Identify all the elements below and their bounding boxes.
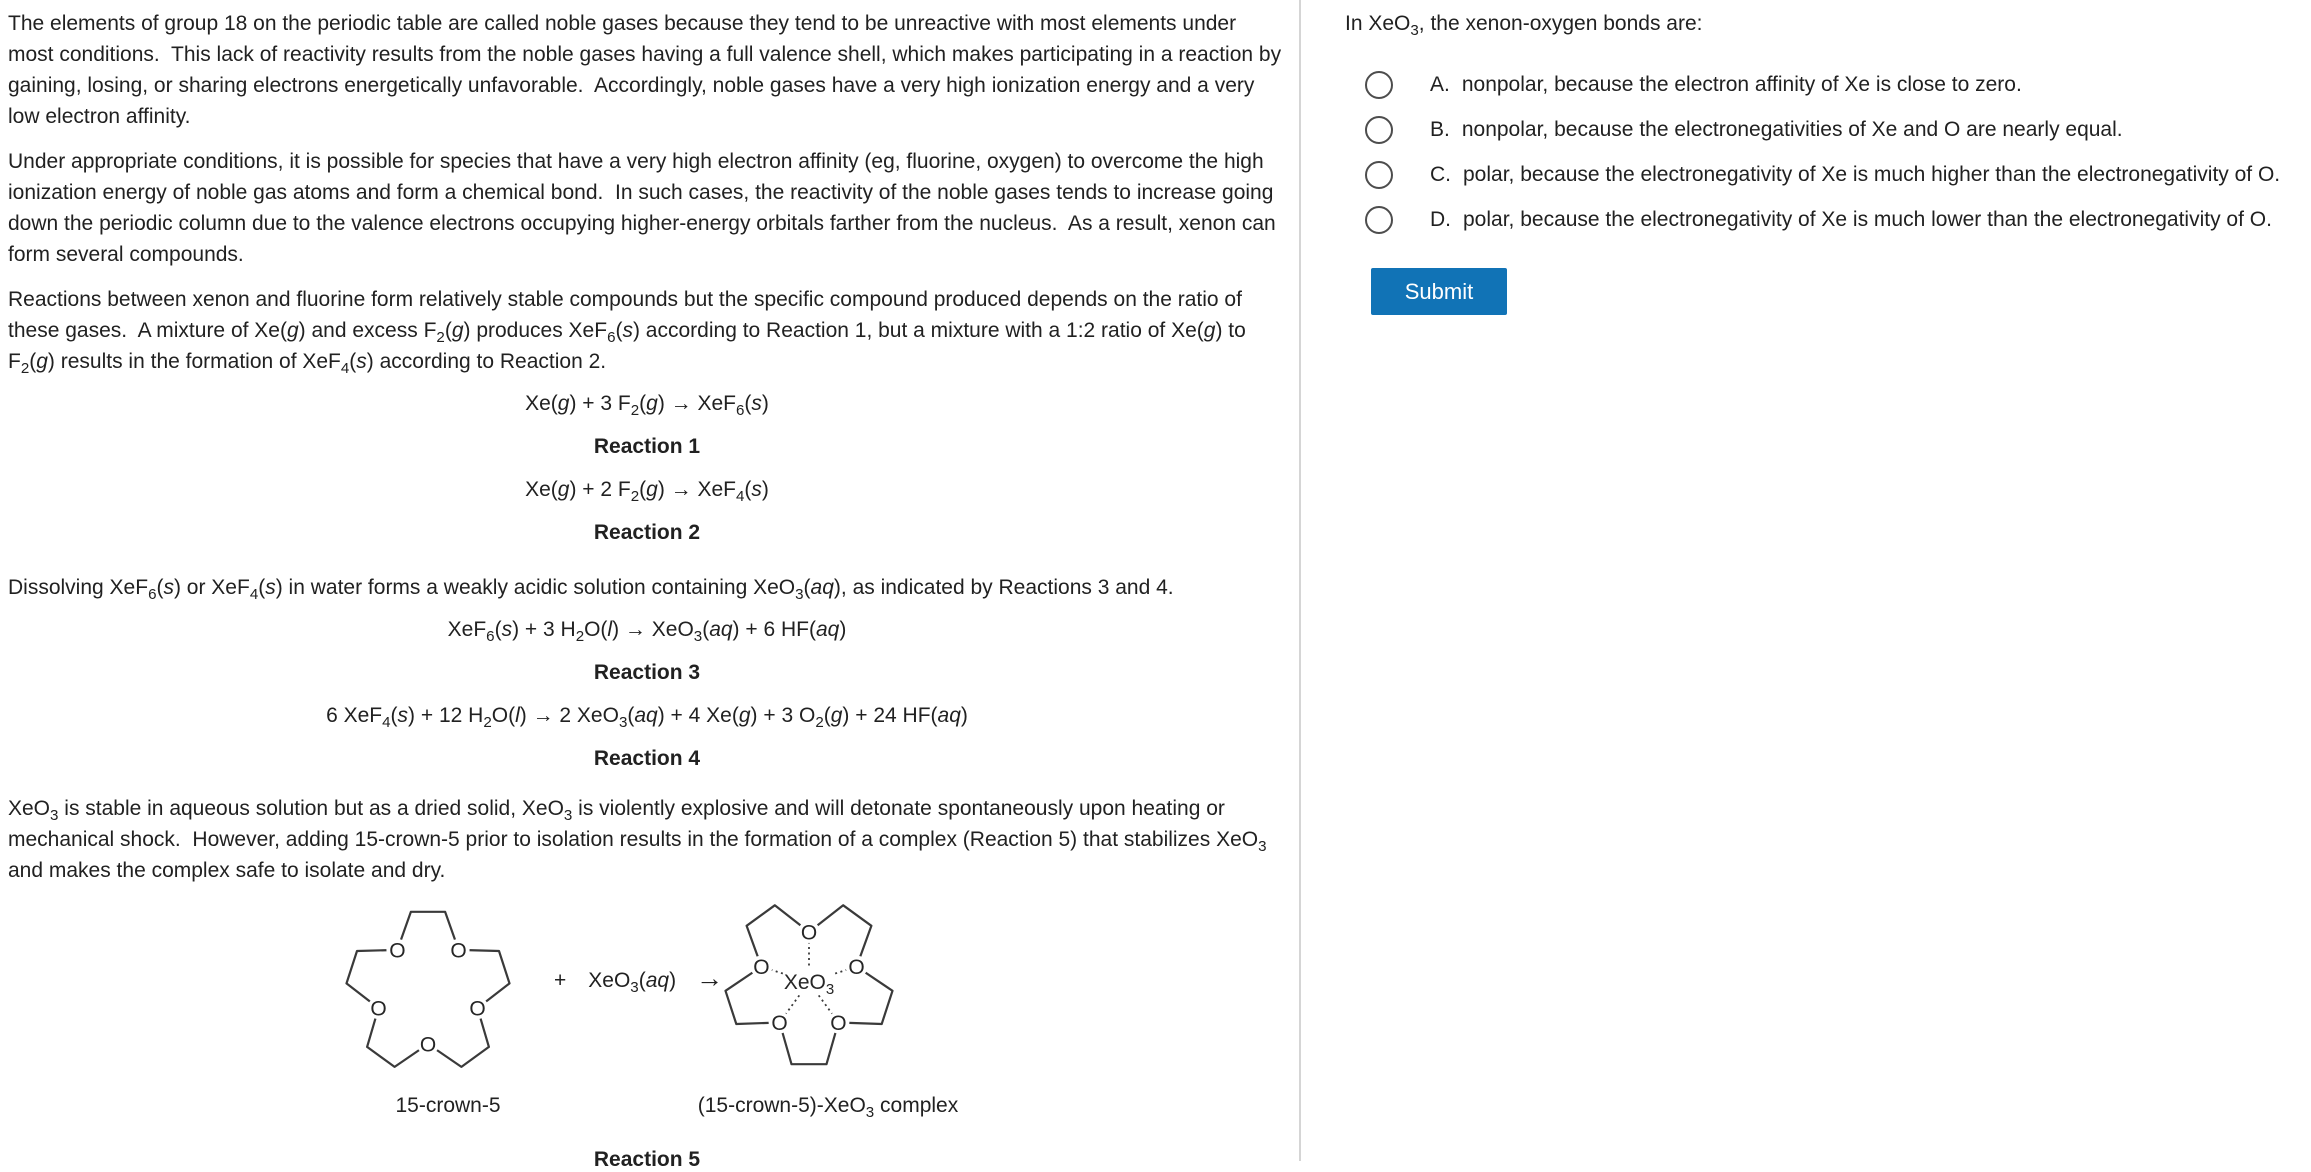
- reaction-5-figure: [8, 900, 1286, 1125]
- oxygen-atom-label: O: [469, 997, 486, 1021]
- answer-options: [1365, 62, 2280, 242]
- option-b-radio[interactable]: [1365, 116, 1393, 144]
- option-a-letter: A.: [1430, 72, 1450, 96]
- reaction-arrow-icon: →: [696, 963, 724, 993]
- passage-paragraph-1: The elements of group 18 on the periodic table are called noble gases because they tend to be unreactive with most elements under most conditions. This lack of reactivity results from the noble gases having a full valence shell, which makes participating in a reaction by gaining, losing, or sharing electrons energetically unfavorable. Accordingly, noble gases have a very high ionization energy and a very low electron affinity.: [8, 12, 1287, 128]
- option-c-row[interactable]: [1365, 152, 2280, 197]
- reactions-1-2-block: [8, 391, 1286, 545]
- reaction-2-label: Reaction 2: [593, 521, 701, 544]
- reaction-5-label: Reaction 5: [593, 1148, 701, 1171]
- option-a-text: nonpolar, because the electron affinity of Xe is close to zero.: [1461, 72, 2022, 96]
- reaction-3-equation: XeF$_6$(s) + 3 $H_2O(l) \to XeO_3(aq) + 6$ HF(aq): [447, 618, 847, 646]
- reaction-4-equation: 6 XeF$_4$(s) + 12 $H_2O(l) \to 2$ XeO$_3$(aq) + 4 Xe(g) + 3 $O_2(g) + 24$ HF(aq): [326, 704, 968, 732]
- oxygen-atom-label: O: [848, 956, 865, 980]
- passage-paragraph-4: Dissolving XeF$_6$(s) or XeF$_4$(s) in water forms a weakly acidic solution containing XeO$_3$(aq), as indicated by Reactions 3 and 4.: [8, 576, 1174, 604]
- passage-paragraph-3: Reactions between xenon and fluorine form relatively stable compounds but the specific compound produced depends on the ratio of these gases. A mixture of Xe(g) and excess $F_2(g)$ produces XeF$_6$(s) according to Reaction 1, but a mixture with a 1:2 ratio of Xe(g) to $F_2(g)$ results in the formation of XeF$_4$(s) according to Reaction 2.: [8, 288, 1252, 378]
- reaction-1-equation: Xe(g) + 3 $F_2(g) \to XeF_6(s)$: [525, 392, 769, 420]
- oxygen-atom-label: O: [370, 997, 387, 1021]
- reaction-4-label: Reaction 4: [593, 747, 701, 770]
- crown-xeo3-complex-structure: [720, 900, 898, 1070]
- passage-paragraph-5: XeO$_3$ is stable in aqueous solution but as a dried solid, XeO$_3$ is violently explosive and will detonate spontaneously upon heating or mechanical shock. However, adding 15-crown-5 prior to isolation results in the formation of a complex (Reaction 5) that stabilizes XeO$_3$ and makes the complex safe to isolate and dry.: [8, 797, 1273, 882]
- option-b-text: nonpolar, because the electronegativities of Xe and O are nearly equal.: [1461, 117, 2123, 141]
- oxygen-atom-label: O: [419, 1033, 437, 1057]
- reaction-2-equation: Xe(g) + 2 $F_2(g) \to XeF_4(s)$: [525, 478, 769, 506]
- option-d-letter: D.: [1430, 207, 1451, 231]
- reaction-3-label: Reaction 3: [593, 661, 701, 684]
- option-d-radio[interactable]: [1365, 206, 1393, 234]
- complex-caption: (15-crown-5)-XeO$_3$ complex: [697, 1094, 959, 1122]
- figure-reactants: [554, 963, 724, 997]
- option-d-text: polar, because the electronegativity of Xe is much lower than the electronegativity of O.: [1463, 207, 2272, 231]
- reactions-3-4-block: [8, 617, 1286, 771]
- xeo3-formula: XeO$_3$(aq): [588, 969, 677, 997]
- oxygen-atom-label: O: [450, 939, 467, 963]
- option-a-row[interactable]: [1365, 62, 2280, 107]
- option-b-row[interactable]: [1365, 107, 2280, 152]
- option-a-radio[interactable]: [1365, 71, 1393, 99]
- plus-sign: +: [554, 969, 567, 992]
- oxygen-atom-label: O: [830, 1012, 847, 1035]
- crown-ether-caption: 15-crown-5: [395, 1094, 501, 1117]
- option-b-letter: B.: [1430, 117, 1450, 141]
- xeo3-center-label: XeO$_3$: [783, 971, 835, 998]
- oxygen-atom-label: O: [771, 1012, 788, 1035]
- passage-paragraph-2: Under appropriate conditions, it is possible for species that have a very high electron affinity (eg, fluorine, oxygen) to overcome the high ionization energy of noble gas atoms and form a chemical bond. In such cases, the reactivity of the noble gases tends to increase going down the periodic column due to the valence electrons occupying higher-energy orbitals farther from the nucleus. As a result, xenon can form several compounds.: [8, 150, 1282, 266]
- option-c-text: polar, because the electronegativity of Xe is much higher than the electronegativity of O.: [1463, 162, 2281, 186]
- option-c-radio[interactable]: [1365, 161, 1393, 189]
- submit-button[interactable]: Submit: [1371, 268, 1507, 315]
- oxygen-atom-label: O: [389, 939, 406, 963]
- option-d-row[interactable]: [1365, 197, 2280, 242]
- reaction-1-label: Reaction 1: [593, 435, 701, 458]
- oxygen-atom-label: O: [753, 956, 770, 980]
- option-c-letter: C.: [1430, 162, 1451, 186]
- question-panel: [1302, 0, 2311, 1161]
- oxygen-atom-label: O: [800, 921, 818, 945]
- question-stem: In XeO$_3$, the xenon-oxygen bonds are:: [1345, 12, 1703, 40]
- crown-ether-structure: [343, 905, 515, 1073]
